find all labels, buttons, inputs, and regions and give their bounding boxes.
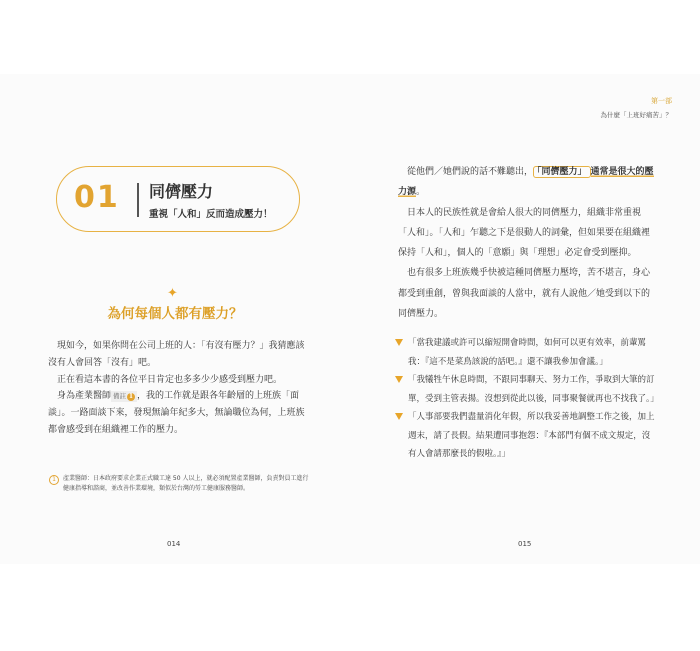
quote-item (394, 334, 658, 371)
footnote (50, 474, 310, 494)
quote-text: 「我犧牲午休息時間，不跟同事聊天、努力工作，爭取到大筆的訂單，受到主管表揚。沒想到從此以後，同事聚餐就再也不找我了。」 (408, 375, 659, 404)
running-header-title: 為什麼「上班好痛苦」？ (600, 111, 672, 119)
underlined-phrase: 通常是很大的壓力源 (398, 167, 654, 198)
quote-item (394, 371, 658, 408)
note-number: 1 (128, 393, 134, 401)
paragraph: 也有很多上班族幾乎快被這種同儕壓力壓垮，苦不堪言，身心都受到重創，曾與我面談的人當中，就有人說他／她受到以下的同儕壓力。 (398, 268, 651, 320)
book-spread (0, 74, 700, 564)
note-label: 備註 (113, 392, 127, 401)
triangle-bullet-icon (395, 413, 403, 420)
quote-item (394, 408, 658, 464)
paragraph-text: 。 (416, 187, 426, 198)
page-number: 015 (518, 540, 532, 548)
paragraph-text: 從他們／她們說的話不難聽出， (407, 167, 534, 177)
right-body-text (398, 162, 658, 324)
chapter-badge (56, 166, 300, 232)
quote-list (394, 334, 658, 464)
footnote-text: 產業醫師：日本政府要求企業正式職工達 50 人以上，就必須配置產業醫師，負責對員工進行健康指導和諮商，並改善作業環境，類似於台灣的勞工健康服務醫師。 (63, 475, 309, 492)
triangle-bullet-icon (395, 376, 403, 383)
section-heading: 為何每個人都有壓力？ (107, 306, 243, 322)
sparkle-icon: ✦ (167, 286, 178, 301)
paragraph: 日本人的民族性就是會給人很大的同儕壓力，組織非常重視「人和」。「人和」乍聽之下是很動人的詞彙，但如果要在組織裡保持「人和」，個人的「意願」與「理想」必定會受到壓抑。 (398, 207, 651, 259)
paragraph-text: 身為產業醫師 (57, 391, 112, 402)
paragraph (48, 388, 308, 438)
badge-divider (137, 183, 139, 217)
footnote-marker: 1 (49, 475, 59, 485)
quote-text: 「當我建議或許可以縮短開會時間，如何可以更有效率，前輩罵我：『這不是菜鳥該說的話吧。』還不讓我參加會議。」 (408, 338, 647, 367)
page-number: 014 (167, 540, 181, 548)
chapter-subtitle: 重視「人和」反而造成壓力！ (149, 209, 273, 220)
footnote-reference[interactable] (111, 391, 137, 402)
quote-text: 「人事部要我們盡量消化年假，所以我妥善地調整工作之後，加上週末，請了長假。結果遭同事抱怨：『本部門有個不成文規定，沒有人會請那麼長的假啦。』」 (408, 412, 655, 459)
left-page (0, 74, 350, 564)
running-header-chapter: 第一部 (651, 97, 672, 105)
triangle-bullet-icon (395, 339, 403, 346)
left-body-text (48, 338, 308, 439)
highlighted-term: 「同儕壓力」 (533, 166, 591, 178)
paragraph-text: ，我的工作就是跟各年齡層的上班族「面談」。一路面談下來，發現無論年紀多大，無論職位為何，上班族都會感受到在組織裡工作的壓力。 (48, 391, 305, 435)
right-page (350, 74, 700, 564)
paragraph: 正在看這本書的各位平日肯定也多多少少感受到壓力吧。 (57, 374, 283, 385)
chapter-title: 同儕壓力 (149, 182, 214, 201)
paragraph (398, 162, 658, 203)
chapter-number: 01 (74, 180, 120, 215)
paragraph: 現如今，如果你問在公司上班的人：「有沒有壓力？」我猜應該沒有人會回答「沒有」吧。 (48, 341, 305, 368)
